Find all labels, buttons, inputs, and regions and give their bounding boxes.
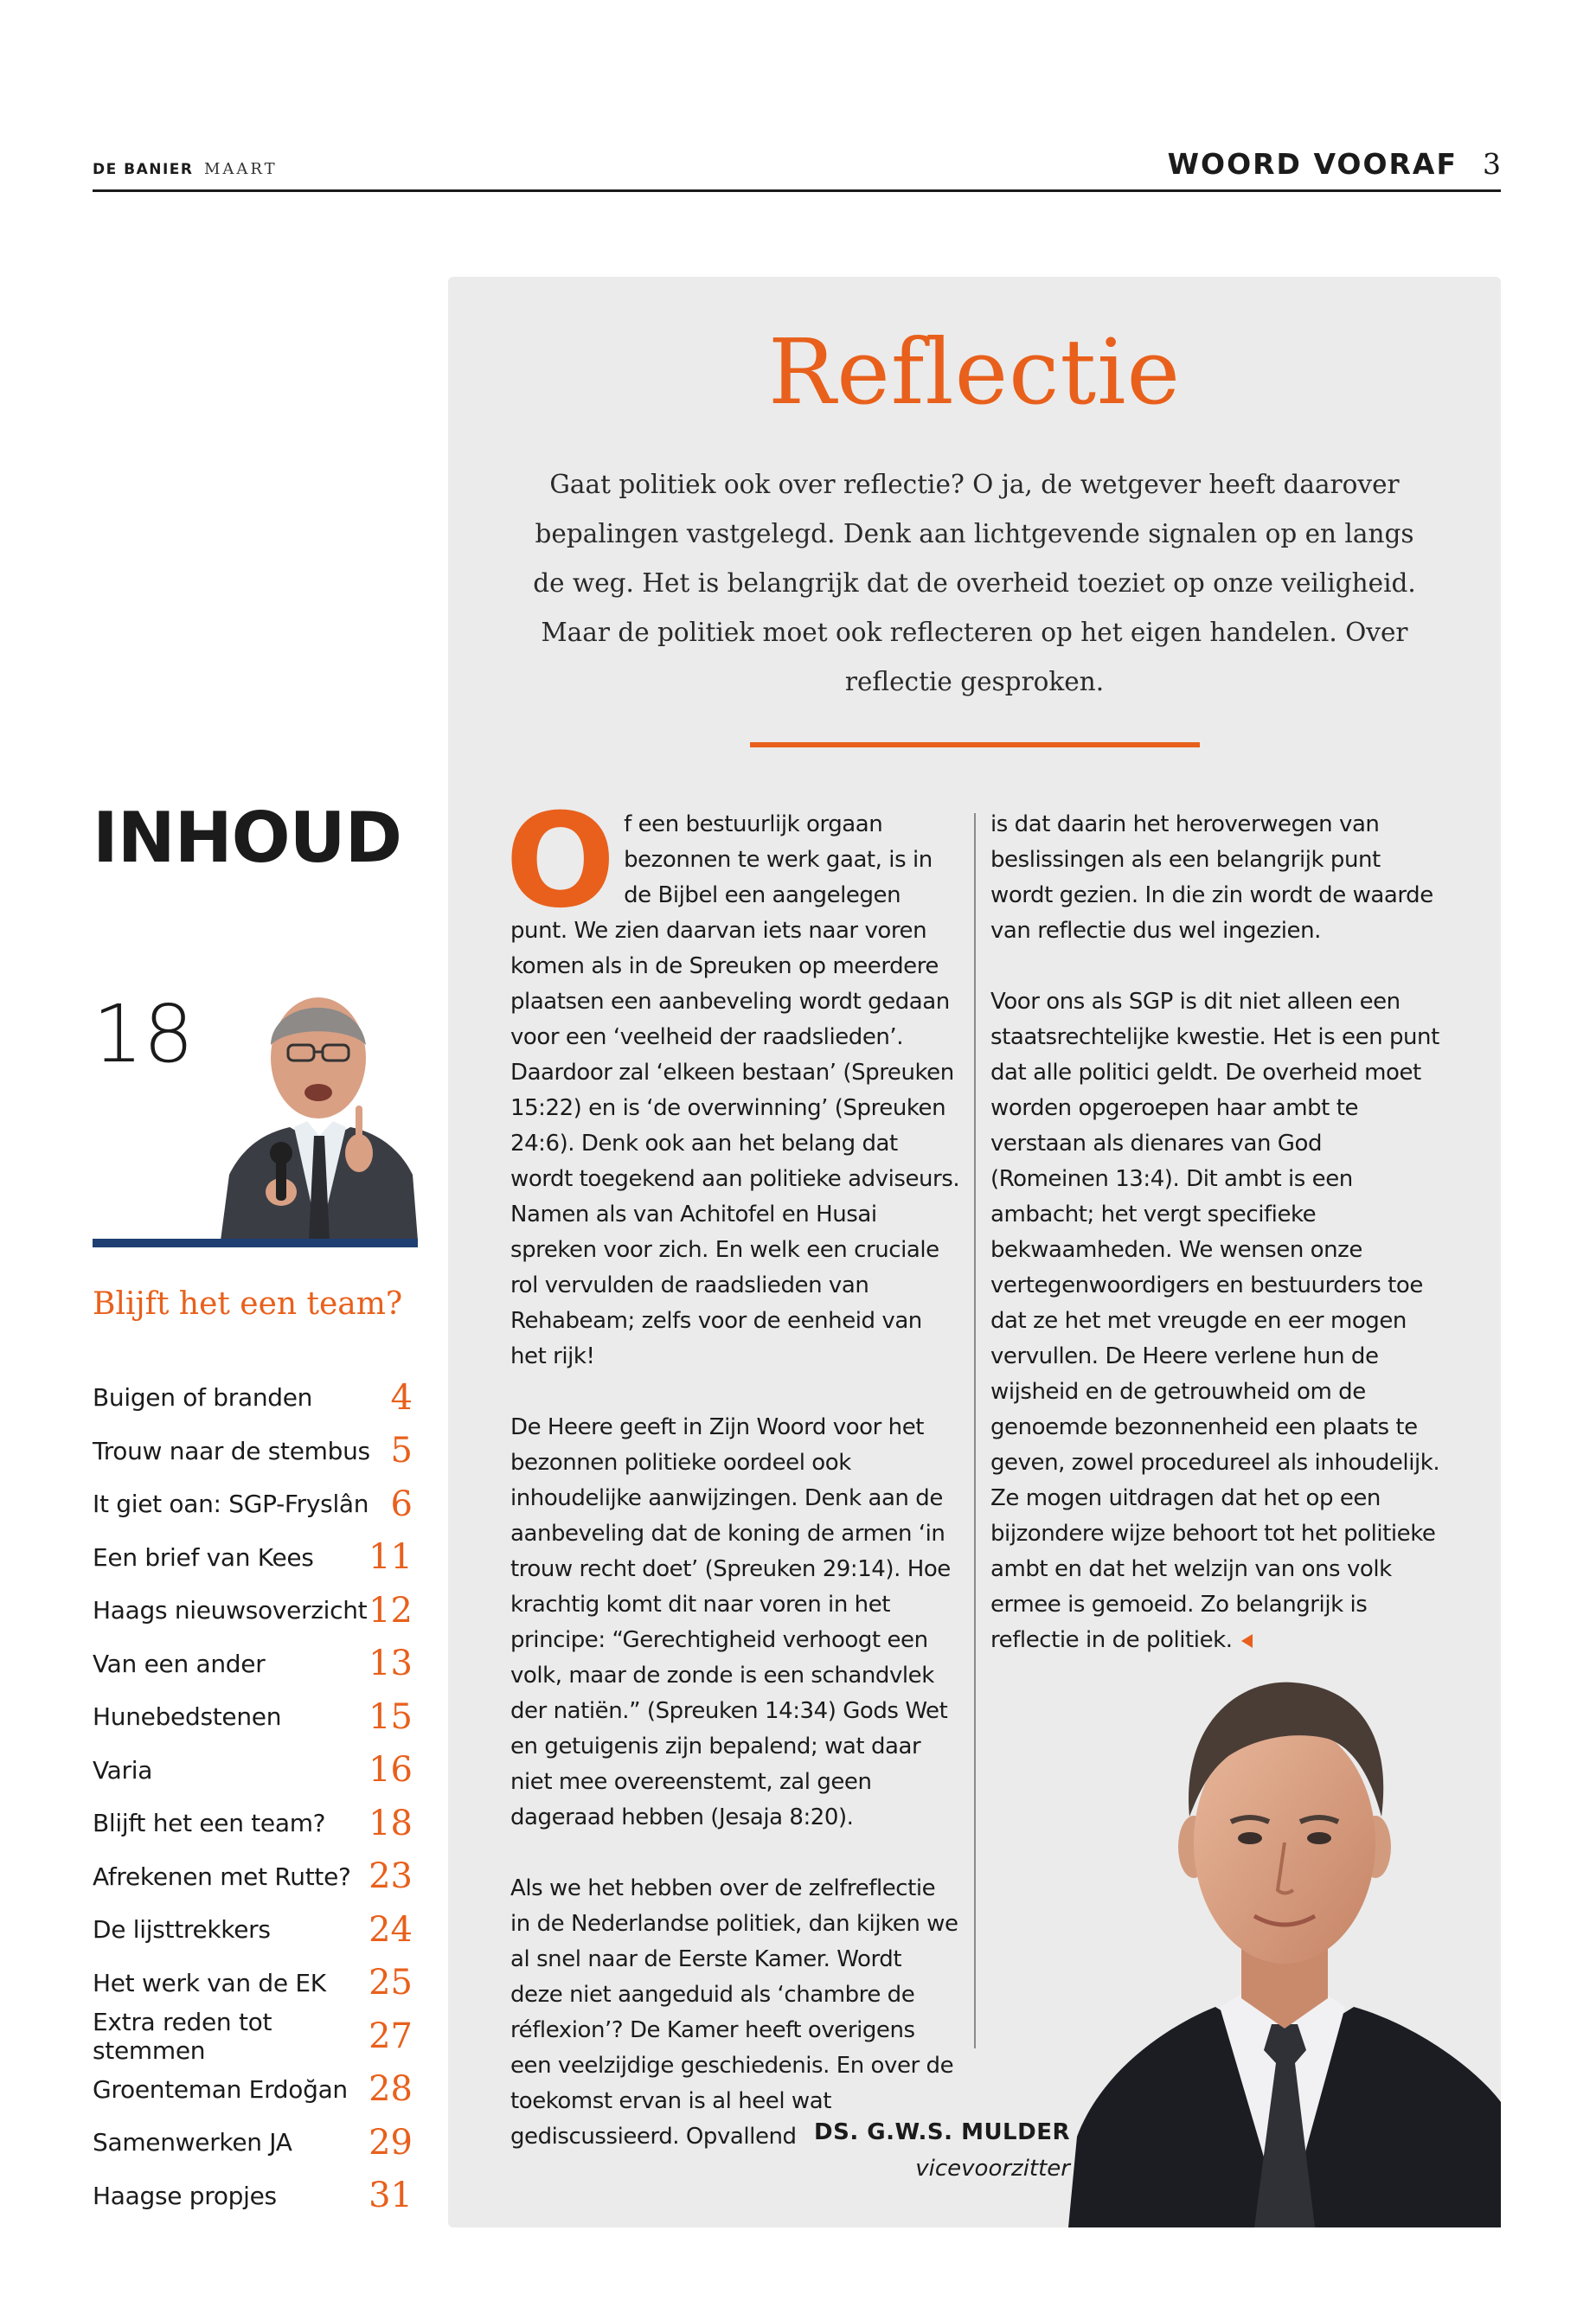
contents-item[interactable] — [93, 1957, 413, 2010]
contents-item[interactable] — [93, 1477, 413, 1531]
contents-item-page: 23 — [369, 1856, 413, 1897]
contents-item-page: 12 — [369, 1590, 413, 1631]
contents-item[interactable] — [93, 1584, 413, 1638]
author-name: DS. G.W.S. MULDER — [814, 2119, 1070, 2145]
contents-item-page: 31 — [369, 2176, 413, 2216]
contents-item[interactable] — [93, 2170, 413, 2223]
contents-item[interactable] — [93, 2116, 413, 2170]
contents-item-page: 15 — [369, 1696, 413, 1737]
contents-item-label: Samenwerken JA — [93, 2128, 292, 2157]
contents-item[interactable] — [93, 2009, 413, 2063]
contents-item-label: Groenteman Erdoğan — [93, 2074, 348, 2104]
contents-item-page: 13 — [369, 1644, 413, 1684]
contents-item-page: 24 — [369, 1909, 413, 1950]
contents-item[interactable] — [93, 1903, 413, 1957]
page-number: 3 — [1483, 147, 1501, 181]
feature-title[interactable]: Blijft het een team? — [93, 1286, 403, 1322]
contents-item-label: Een brief van Kees — [93, 1542, 314, 1572]
contents-item-page: 16 — [369, 1750, 413, 1791]
contents-item-page: 5 — [390, 1431, 413, 1471]
paragraph: De Heere geeft in Zijn Woord voor het bezonnen politieke oordeel ook inhoudelijke aanwijzingen. Denk aan de aanbeveling dat de koning de armen ‘in trouw recht doet’ (Spreuken 29:14). Hoe krachtig komt dit naar voren in het principe: “Gerechtigheid verhoogt een volk, maar de zonde is een schandvlek der natiën.” (Spreuken 14:34) Gods Wet en getuigenis zijn bepalend; wat daar niet mee overeenstemt, zal geen dageraad hebben (Jesaja 8:20). — [510, 1414, 951, 1830]
paragraph: Als we het hebben over de zelfreflectie in de Nederlandse politiek, dan kijken we al snel naar de Eerste Kamer. Wordt deze niet aangeduid als ‘chambre de réflexion’? De Kamer heeft overigens een veelzijdige geschiedenis. En over de toekomst ervan is al heel wat gediscussieerd. Opvallend — [510, 1875, 958, 2150]
contents-item[interactable] — [93, 1744, 413, 1798]
author-role: vicevoorzitter — [915, 2156, 1070, 2182]
contents-item-page: 27 — [369, 2016, 413, 2056]
contents-item[interactable] — [93, 1638, 413, 1691]
contents-list — [93, 1371, 413, 2222]
contents-item-label: Hunebedstenen — [93, 1702, 282, 1732]
contents-item-label: Van een ander — [93, 1649, 266, 1678]
contents-item-label: De lijsttrekkers — [93, 1915, 271, 1945]
contents-item-page: 4 — [390, 1377, 413, 1418]
lead-divider — [750, 742, 1200, 747]
section-title: WOORD VOORAF — [1167, 147, 1458, 181]
contents-item-label: Buigen of branden — [93, 1383, 313, 1413]
contents-item-page: 25 — [369, 1963, 413, 2003]
paragraph — [505, 786, 960, 1375]
contents-item[interactable] — [93, 1797, 413, 1850]
contents-title: INHOUD — [93, 798, 402, 878]
contents-item[interactable] — [93, 1850, 413, 1904]
contents-item-label: Trouw naar de stembus — [93, 1436, 370, 1465]
article-title: Reflectie — [768, 319, 1181, 425]
paragraph: is dat daarin het heroverwegen van beslissingen als een belangrijk punt wordt gezien. In die zin wordt de waarde van reflectie dus wel ingezien. — [990, 811, 1433, 944]
column-divider — [974, 813, 976, 2048]
article-column-1 — [505, 786, 960, 2155]
paragraph-text: Voor ons als SGP is dit niet alleen een staatsrechtelijke kwestie. Het is een punt dat alle politici geldt. De overheid moet worden opgeroepen haar ambt te verstaan als dienares van God (Romeinen 13:4). Dit ambt is een ambacht; het vergt specifieke bekwaamheden. We wensen onze vertegenwoordigers en bestuurders toe dat ze het met vreugde en eer mogen vervullen. De Heere verlene hun de wijsheid en de getrouwheid om de genoemde bezonnenheid een plaats te geven, zowel procedureel als inhoudelijk. Ze mogen uitdragen dat het op een bijzondere wijze behoort tot het politieke ambt en dat het welzijn van ons volk ermee is gemoeid. Zo belangrijk is reflectie in de politiek. — [990, 989, 1440, 1653]
contents-item-label: Het werk van de EK — [93, 1968, 326, 1997]
contents-item-label: Varia — [93, 1755, 153, 1785]
contents-item[interactable] — [93, 2063, 413, 2117]
contents-item-label: Haags nieuwsoverzicht — [93, 1596, 368, 1625]
contents-item-page: 29 — [369, 2122, 413, 2163]
contents-item[interactable] — [93, 1425, 413, 1478]
contents-item[interactable] — [93, 1371, 413, 1425]
paragraph-text: f een bestuurlijk orgaan bezonnen te werk gaat, is in de Bijbel een aangelegen punt. We zien daarvan iets naar voren komen als in de Spreuken op meerdere plaatsen een aanbeveling wordt gedaan voor een ‘veelheid der raadslieden’. Daardoor zal ‘elkeen bestaan’ (Spreuken 15:22) en is ‘de overwinning’ (Spreuken 24:6). Denk ook aan het belang dat wordt toegekend aan politieke adviseurs. Namen als van Achitofel en Husai spreken voor zich. En welk een cruciale rol vervulden de raadslieden van Rehabeam; zelfs voor de eenheid van het rijk! — [510, 811, 960, 1369]
contents-item-label: Afrekenen met Rutte? — [93, 1862, 351, 1891]
contents-item-page: 6 — [390, 1484, 413, 1524]
contents-item-page: 11 — [369, 1537, 413, 1578]
article-column-2 — [990, 807, 1445, 1658]
header-rule — [93, 189, 1501, 192]
contents-item[interactable] — [93, 1531, 413, 1585]
issue-month: MAART — [204, 160, 278, 178]
feature-page-number: 18 — [93, 988, 195, 1080]
contents-item-label: Extra reden tot stemmen — [93, 2007, 272, 2065]
article-lead: Gaat politiek ook over reflectie? O ja, de wetgever heeft daarover bepalingen vastgelegd. Denk aan lichtgevende signalen op en langs de weg. Het is belangrijk dat de overheid toeziet op onze veiligheid. Maar de politiek moet ook reflecteren op het eigen handelen. Over reflectie gesproken. — [533, 470, 1416, 696]
contents-item-label: Blijft het een team? — [93, 1809, 326, 1838]
author-portrait — [1068, 1618, 1501, 2227]
feature-photo[interactable] — [221, 958, 418, 1240]
contents-item-label: Haagse propjes — [93, 2181, 277, 2210]
contents-item-page: 18 — [369, 1803, 413, 1843]
contents-item[interactable] — [93, 1690, 413, 1744]
publication-name: DE BANIER — [93, 161, 194, 178]
feature-bar — [93, 1239, 418, 1247]
paragraph — [990, 984, 1445, 1658]
drop-cap: O — [505, 786, 616, 937]
contents-item-page: 28 — [369, 2069, 413, 2110]
contents-item-label: It giet oan: SGP-Fryslân — [93, 1490, 369, 1519]
